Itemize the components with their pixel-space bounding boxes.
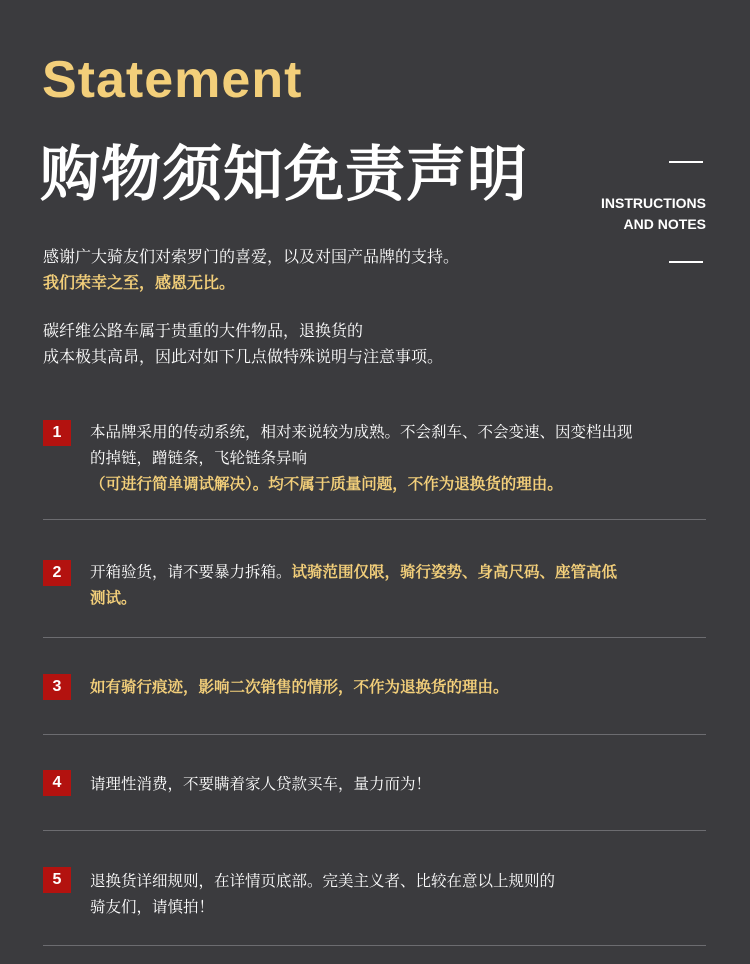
divider <box>43 945 706 946</box>
item-3-line1: 如有骑行痕迹，影响二次销售的情形，不作为退换货的理由。 <box>90 678 509 696</box>
side-dash-bottom <box>669 261 703 263</box>
instructions-label <box>601 193 706 235</box>
item-number-badge: 1 <box>43 420 71 446</box>
item-1-line2: 的掉链，蹭链条，飞轮链条异响 <box>90 449 308 467</box>
divider <box>43 830 706 831</box>
item-5-line2: 骑友们，请慎拍！ <box>90 898 215 916</box>
item-2-line1 <box>90 559 710 585</box>
item-5-line1: 退换货详细规则，在详情页底部。完美主义者、比较在意以上规则的 <box>90 872 556 890</box>
item-2-line1-gold: 试骑范围仅限，骑行姿势、身高尺码、座管高低 <box>291 563 618 581</box>
item-text <box>90 674 710 700</box>
item-number-badge: 5 <box>43 867 71 893</box>
item-number-badge: 2 <box>43 560 71 586</box>
item-1-line1: 本品牌采用的传动系统，相对来说较为成熟。不会刹车、不会变速、因变档出现 <box>90 423 633 441</box>
item-2-line1-plain: 开箱验货，请不要暴力拆箱。 <box>90 563 292 581</box>
side-dash-top <box>669 161 703 163</box>
page-title: 购物须知免责声明 <box>40 140 528 210</box>
divider <box>43 637 706 638</box>
statement-heading: Statement <box>42 51 303 109</box>
divider <box>43 519 706 520</box>
intro-note-line2: 成本极其高昂，因此对如下几点做特殊说明与注意事项。 <box>43 347 444 366</box>
item-text <box>90 771 710 797</box>
divider <box>43 734 706 735</box>
instructions-label-line2: AND NOTES <box>623 216 706 232</box>
item-4-line1: 请理性消费，不要瞒着家人贷款买车，量力而为！ <box>90 775 432 793</box>
item-1-line3: （可进行简单调试解决）。均不属于质量问题，不作为退换货的理由。 <box>90 475 563 493</box>
item-text <box>90 419 710 497</box>
intro-note-line1: 碳纤维公路车属于贵重的大件物品，退换货的 <box>43 321 364 340</box>
item-number-badge: 4 <box>43 770 71 796</box>
item-text <box>90 559 710 611</box>
intro-gratitude: 我们荣幸之至，感恩无比。 <box>43 273 236 292</box>
instructions-label-line1: INSTRUCTIONS <box>601 195 706 211</box>
intro-text <box>43 244 603 370</box>
intro-thanks: 感谢广大骑友们对索罗门的喜爱，以及对国产品牌的支持。 <box>43 247 460 266</box>
item-2-line2: 测试。 <box>90 589 137 607</box>
item-text <box>90 868 710 920</box>
item-number-badge: 3 <box>43 674 71 700</box>
